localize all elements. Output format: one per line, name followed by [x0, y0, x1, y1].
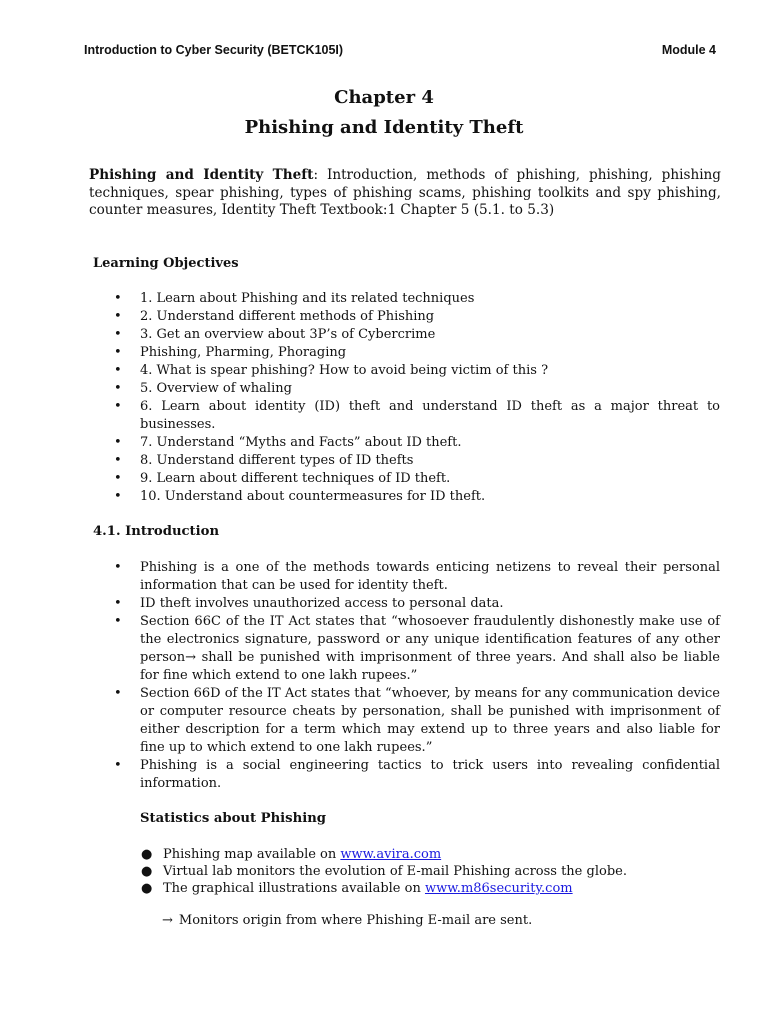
list-item: • Section 66D of the IT Act states that “whoever, by means for any communication device or computer resource cheats by personation, shall be punished with imprisonment of either description for a term which may extend up to three years and also liable for fine up to which extend to one lakh rupees.”: [114, 686, 720, 755]
bullet-icon: •: [114, 291, 122, 306]
chapter-title: Phishing and Identity Theft: [244, 117, 524, 138]
syllabus-lead: Phishing and Identity Theft: [89, 167, 314, 183]
introduction-list: [114, 559, 720, 793]
section-heading-introduction: 4.1. Introduction: [93, 524, 220, 539]
list-item: • 1. Learn about Phishing and its related techniques: [114, 291, 475, 306]
monitor-note: → Monitors origin from where Phishing E-mail are sent.: [162, 913, 533, 928]
list-item: • 4. What is spear phishing? How to avoid being victim of this ?: [114, 363, 549, 378]
avira-link[interactable]: www.avira.com: [340, 847, 442, 862]
running-header-course: Introduction to Cyber Security (BETCK105I): [84, 43, 344, 57]
bullet-icon: •: [114, 309, 122, 324]
list-item: ● Virtual lab monitors the evolution of E-mail Phishing across the globe.: [141, 864, 627, 879]
bullet-icon: •: [114, 596, 122, 611]
syllabus-paragraph: [89, 167, 721, 220]
list-item: • ID theft involves unauthorized access to personal data.: [114, 596, 504, 611]
bullet-icon: •: [114, 686, 122, 701]
list-item: • 6. Learn about identity (ID) theft and understand ID theft as a major threat to businesses.: [114, 399, 720, 432]
list-item: • 5. Overview of whaling: [114, 381, 292, 396]
bullet-icon: •: [114, 560, 122, 575]
bullet-icon: •: [114, 453, 122, 468]
bullet-icon: •: [114, 381, 122, 396]
bullet-icon: ●: [141, 864, 153, 879]
list-item: • Section 66C of the IT Act states that “whosoever fraudulently dishonestly make use of the electronics signature, password or any unique identification features of any other person→ shall be punished with imprisonment of three years. And shall also be liable for fine which extend to one lakh rupees.”: [114, 614, 720, 683]
statistics-heading: Statistics about Phishing: [140, 811, 327, 826]
bullet-icon: •: [114, 399, 122, 414]
learning-objectives-list: [114, 290, 720, 506]
bullet-icon: •: [114, 435, 122, 450]
bullet-icon: ●: [141, 847, 153, 862]
list-item: • 9. Learn about different techniques of ID theft.: [114, 471, 451, 486]
syllabus-text: : Introduction, methods of phishing, phishing, phishing techniques, spear phishing, types of phishing scams, phishing toolkits and spy phishing, counter measures, Identity Theft Textbook:1 Chapter 5 (5.1. to 5.3): [89, 167, 722, 218]
bullet-icon: •: [114, 345, 122, 360]
list-item: ● Phishing map available on www.avira.com: [141, 847, 442, 862]
bullet-icon: •: [114, 758, 122, 773]
list-item: • Phishing, Pharming, Phoraging: [114, 345, 347, 360]
chapter-number: Chapter 4: [334, 87, 434, 108]
bullet-icon: •: [114, 471, 122, 486]
bullet-icon: •: [114, 489, 122, 504]
bullet-icon: •: [114, 327, 122, 342]
learning-objectives-heading: Learning Objectives: [93, 256, 239, 271]
list-item: • Phishing is a social engineering tactics to trick users into revealing confidential information.: [114, 758, 720, 791]
m86security-link[interactable]: www.m86security.com: [424, 881, 573, 896]
list-item: • 3. Get an overview about 3P’s of Cybercrime: [114, 327, 436, 342]
arrow-right-icon: →: [162, 913, 173, 928]
bullet-icon: ●: [141, 881, 153, 896]
list-item: • 8. Understand different types of ID thefts: [114, 453, 414, 468]
bullet-icon: •: [114, 614, 122, 629]
list-item: • 10. Understand about countermeasures for ID theft.: [114, 489, 486, 504]
list-item: • Phishing is a one of the methods towards enticing netizens to reveal their personal information that can be used for identity theft.: [114, 560, 720, 593]
statistics-list: [141, 846, 723, 897]
list-item: • 2. Understand different methods of Phishing: [114, 309, 435, 324]
list-item: ● The graphical illustrations available on www.m86security.com: [141, 881, 573, 896]
running-header-module: Module 4: [661, 43, 716, 57]
list-item: • 7. Understand “Myths and Facts” about ID theft.: [114, 435, 462, 450]
bullet-icon: •: [114, 363, 122, 378]
